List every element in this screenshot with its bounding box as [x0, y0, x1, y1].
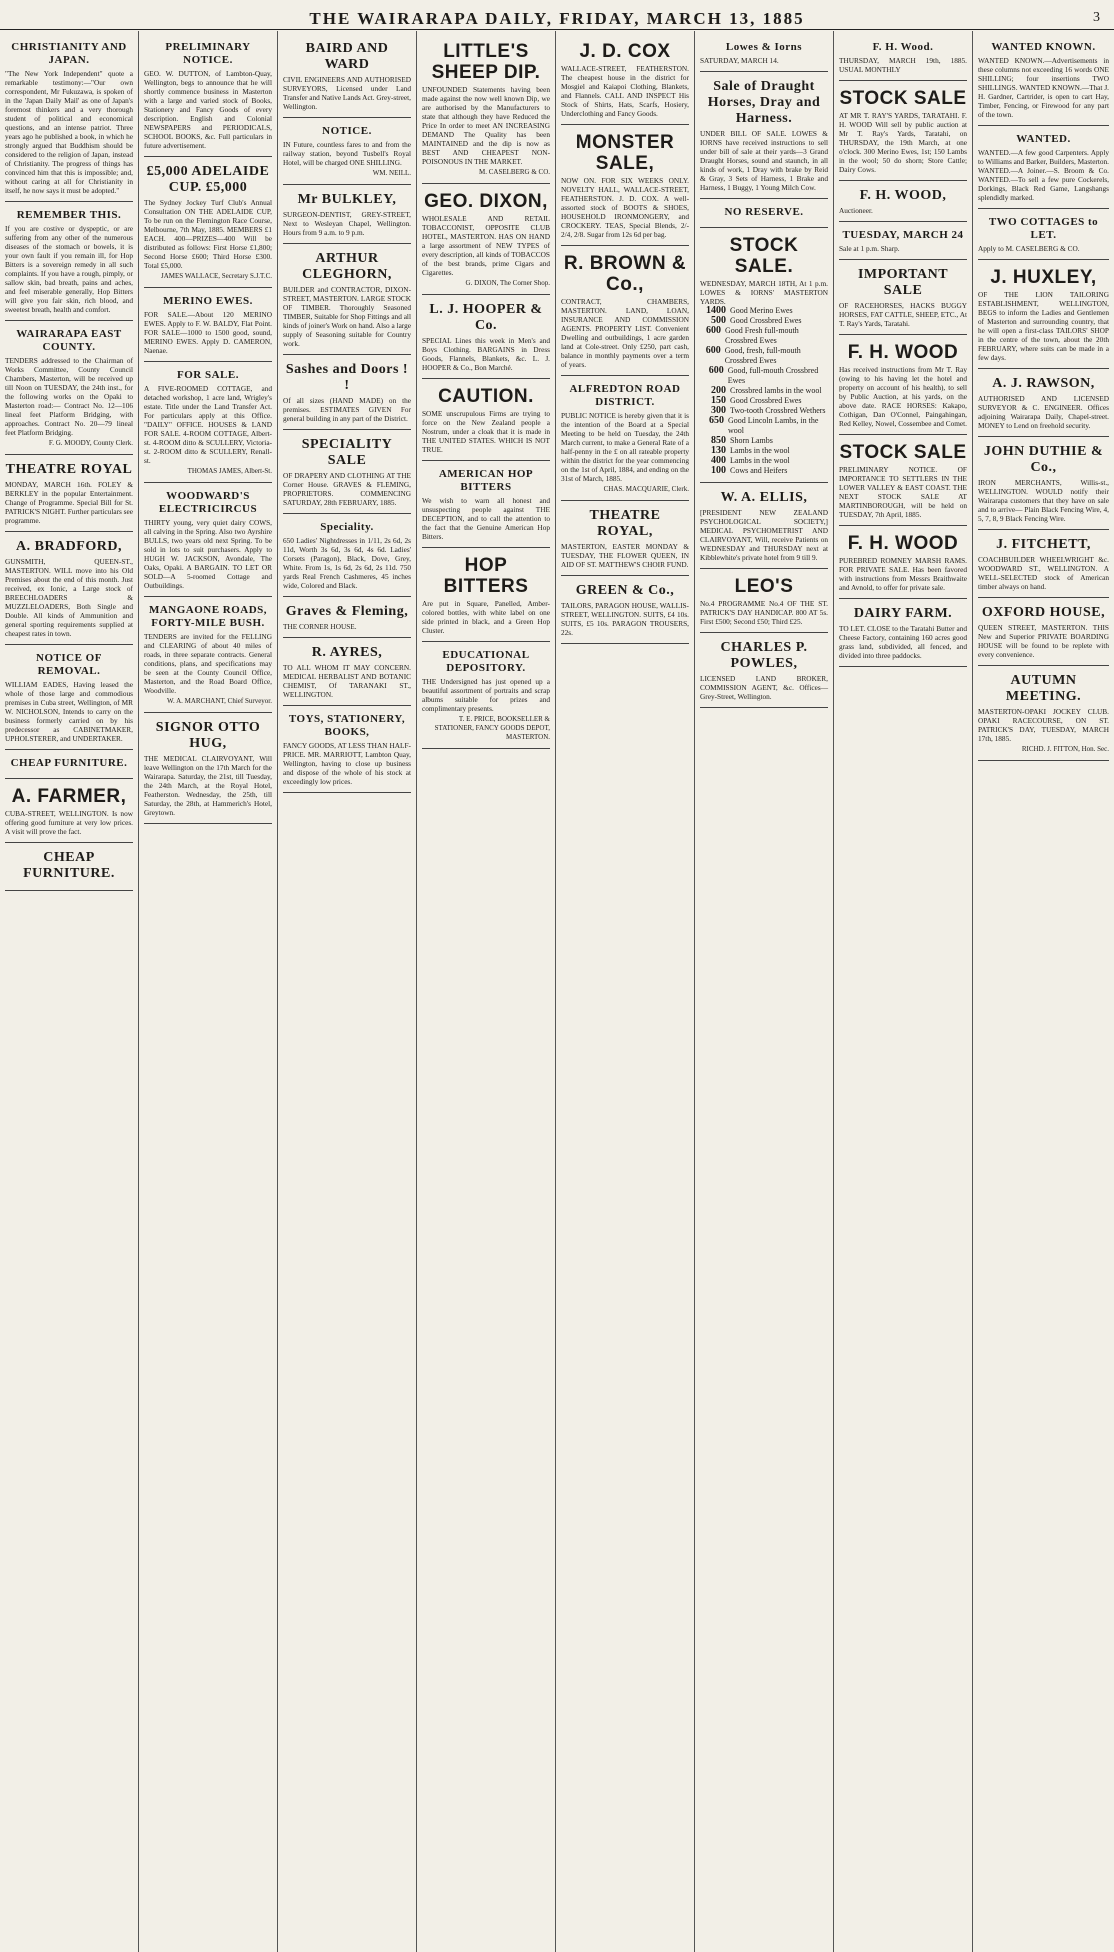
stock-line	[700, 366, 828, 386]
ad-heading: L. J. HOOPER & Co.	[429, 302, 543, 333]
ad-heading: PRELIMINARY NOTICE.	[165, 41, 251, 66]
ad-heading: STOCK SALE	[839, 442, 967, 463]
ad-heading: ALFREDTON ROAD DISTRICT.	[569, 383, 681, 408]
stock-quantity: 600	[705, 345, 721, 356]
stock-quantity: 130	[711, 445, 726, 456]
stock-description: Shorn Lambs	[730, 436, 773, 445]
stock-line	[700, 326, 828, 346]
advertisement	[5, 532, 133, 645]
advertisement	[5, 321, 133, 455]
ad-body: SPECIAL Lines this week in Men's and Boys Clothing. BARGAINS in Dress Goods, Flannels, Blankets, &c. L. J. HOOPER & Co., Bon Marché.	[422, 336, 550, 372]
ad-heading: NOTICE OF REMOVAL.	[36, 652, 102, 677]
advertisement	[144, 34, 272, 157]
ad-body: "The New York Independent" quote a remarkable testimony:—"Our own correspondent, Mr Fukuzawa, is spoken of in the 'Japan Daily Mail' as one of Japan's foremost thinkers and a very thorough student of political and economical questions, and an intense patriot. Three years ago he published a book, in which he strongly argued that Buddhism should be considered to the religion of Japan, instead of Christianity. The progress of things has convinced him that this is impossible; and, without caring at all for Christianity in itself, he now says it must be adopted."	[5, 69, 133, 195]
advertisement	[561, 246, 689, 376]
ad-body: OF RACEHORSES, HACKS BUGGY HORSES, FAT CATTLE, SHEEP, ETC., At T. Ray's Yards, Taratahi.	[839, 301, 967, 328]
advertisement	[561, 501, 689, 576]
ad-heading: STOCK SALE	[839, 88, 967, 109]
stock-description: Good Crossbred Ewes	[730, 396, 802, 405]
ad-body: 650 Ladies' Nightdresses in 1/11, 2s 6d, 2s 11d, Worth 3s 6d, 3s 6d, 4s 6d. Ladies' Corsets (Paragon), Black, Dove, Grey, White. From 1s, 1s 6d, 2s 6d, 2s 11d. 750 yards Real French Cashmeres, 45 inches wide, Colored and Black.	[283, 536, 411, 590]
ad-body: No.4 PROGRAMME No.4 OF THE ST. PATRICK'S DAY HANDICAP. 800 AT 5s. First £500; Second £50; Third £25.	[700, 599, 828, 626]
ad-heading: THEATRE ROYAL,	[589, 508, 661, 539]
ad-signature: G. DIXON, The Corner Shop.	[465, 279, 550, 287]
column-4	[417, 31, 556, 1952]
ad-heading: REMEMBER THIS.	[16, 209, 122, 221]
ad-body: MASTERTON, EASTER MONDAY & TUESDAY, THE FLOWER QUEEN, IN AID OF ST. MATTHEW'S CHOIR FUND.	[561, 542, 689, 569]
advertisement	[978, 530, 1109, 598]
advertisement	[561, 125, 689, 246]
ad-body: WANTED KNOWN.—Advertisements in these columns not exceeding 16 words ONE SHILLING; four insertions TWO SHILLINGS. WANTED KNOWN.—That J. H. Gardner, Cartrider, is open to cart Hay, Timber, Fencing, or Firewood for any part of the town.	[978, 56, 1109, 119]
ad-heading: TOYS, STATIONERY, BOOKS,	[288, 713, 406, 738]
advertisement	[839, 260, 967, 335]
advertisement	[700, 34, 828, 72]
stock-line	[700, 416, 828, 436]
ad-body: THIRTY young, very quiet dairy COWS, all calving in the Spring. Also two Ayrshire BULLS, two years old next Spring. To be sold in lots to suit purchasers. Apply to HUGH W. JACKSON, Avondale, The Oaks, Opaki. A BARGAIN. TO LET OR SOLD—A 5-roomed Cottage and Outbuildings.	[144, 518, 272, 590]
column-3	[278, 31, 417, 1952]
ad-heading: SIGNOR OTTO HUG,	[155, 720, 261, 751]
ad-body: TO ALL WHOM IT MAY CONCERN. MEDICAL HERBALIST AND BOTANIC CHEMIST, Of TARANAKI ST., WELLINGTON.	[283, 663, 411, 699]
ad-signature: M. CASELBERG & CO.	[479, 168, 550, 176]
advertisement	[700, 228, 828, 483]
ad-heading: A. FARMER,	[11, 786, 127, 807]
ad-body: THE CORNER HOUSE.	[283, 622, 357, 631]
advertisement	[978, 598, 1109, 666]
ad-heading: SPECIALITY SALE	[301, 437, 393, 468]
stock-description: Good Lincoln Lambs, in the wool	[727, 416, 819, 435]
ad-body: AT MR T. RAY'S YARDS, TARATAHI. F. H. WOOD Will sell by public auction at Mr T. Ray's Yards, Taratahi, on THURSDAY, the 19th March, at one o'clock. 300 Merino Ewes, 1st; 150 Lambs in the wool; 50 do shorn; Store Cattle; Dairy Cows.	[839, 111, 967, 174]
ad-heading: £5,000 ADELAIDE CUP. £5,000	[146, 164, 270, 195]
ad-signature: THOMAS JAMES, Albert-St.	[187, 467, 272, 475]
ad-body: WALLACE-STREET, FEATHERSTON. The cheapest house in the district for Mosgiel and Kaiapoi Clothing, Blankets, and Flannels. CALL AND INSPECT His Stock of Shirts, Hats, Scarfs, Hosiery, Underclothing and Fancy Goods.	[561, 64, 689, 118]
ad-body: UNDER BILL OF SALE. LOWES & IORNS have received instructions to sell under bill of sale at their yards—3 Grand Draught Horses, sound and staunch, in all kinds of work, 1 Dray with brake by Reid & Gray, 3 Sets of Harness, 1 Brake and Harness, 1 Buggy, 1 Young Milch Cow.	[700, 129, 828, 192]
advertisement	[283, 430, 411, 514]
ad-body: TO LET. CLOSE to the Taratahi Butter and Cheese Factory, containing 160 acres good grass land, subdivided, all fenced, and divided into three paddocks.	[839, 624, 967, 660]
column-grid	[0, 31, 1114, 1952]
advertisement	[700, 483, 828, 569]
stock-description: Cows and Heifers	[730, 466, 788, 475]
advertisement	[144, 713, 272, 824]
ad-body: Sale at 1 p.m. Sharp.	[839, 244, 900, 253]
ad-heading: Graves & Fleming,	[285, 604, 409, 619]
ad-body: CUBA-STREET, WELLINGTON. Is now offering good furniture at very low prices. A visit will prove the fact.	[5, 809, 133, 836]
advertisement	[700, 633, 828, 708]
ad-heading: THEATRE ROYAL	[5, 462, 133, 477]
ad-body: IRON MERCHANTS, Willis-st., WELLINGTON. WOULD notify their Wairarapa customers that they have on sale and to arrive— Plain Black Fencing Wire, 4, 5, 7, 8, 9 Black Fencing Wire.	[978, 478, 1109, 523]
ad-heading: F. H. WOOD,	[859, 188, 947, 203]
ad-heading: J. HUXLEY,	[990, 267, 1097, 288]
ad-body: WEDNESDAY, MARCH 18TH, At 1 p.m. LOWES & IORNS' MASTERTON YARDS.	[700, 279, 828, 306]
advertisement	[839, 81, 967, 181]
stock-quantity: 1400	[706, 305, 726, 316]
ad-heading: W. A. ELLIS,	[720, 490, 808, 505]
ad-heading: F. H. Wood.	[872, 41, 934, 53]
advertisement	[144, 157, 272, 288]
ad-signature: RICHD. J. FITTON, Hon. Sec.	[1021, 745, 1109, 753]
ad-body: SURGEON-DENTIST, GREY-STREET, Next to Wesleyan Chapel, Wellington. Hours from 9 a.m. to 9 p.m.	[283, 210, 411, 237]
advertisement	[283, 514, 411, 597]
stock-quantity: 500	[711, 315, 726, 326]
advertisement	[283, 118, 411, 185]
advertisement	[839, 335, 967, 435]
stock-quantity: 400	[711, 455, 726, 466]
ad-signature: F. G. MOODY, County Clerk.	[48, 439, 133, 447]
ad-signature: WM. NEILL.	[372, 169, 411, 177]
advertisement	[144, 362, 272, 483]
stock-quantity: 850	[711, 435, 726, 446]
ad-heading: WAIRARAPA EAST COUNTY.	[16, 328, 122, 353]
advertisement	[5, 645, 133, 750]
advertisement	[839, 34, 967, 81]
stock-quantity: 600	[708, 365, 724, 376]
ad-body: MONDAY, MARCH 16th. FOLEY & BERKLEY in the popular Entertainment. Change of Programme. Special Bill for St. PATRICK'S NIGHT. Further particulars see programme.	[5, 480, 133, 525]
ad-heading: LEO'S	[734, 576, 794, 597]
column-6	[695, 31, 834, 1952]
page-number: 3	[1093, 10, 1100, 25]
stock-description: Good, fresh, full-mouth Crossbred Ewes	[724, 346, 801, 365]
ad-heading: Sale of Draught Horses, Dray and Harness.	[707, 79, 821, 126]
ad-body: We wish to warn all honest and unsuspecting people against THE DECEPTION, and to call the attention to the fact that the Genuine American Hop Bitters.	[422, 496, 550, 541]
column-2	[139, 31, 278, 1952]
advertisement	[422, 295, 550, 379]
ad-body: If you are costive or dyspeptic, or are suffering from any other of the numerous diseases of the stomach or bowels, it is your own fault if you remain ill, for Hop Bitters is a sovereign remedy in all such complaints. If you have a rough, pimply, or sallow skin, bad breath, pains and aches, and feel miserable generally, Hop Bitters will give you fair skin, rich blood, and sweetest breath, health and comfort.	[5, 224, 133, 314]
advertisement	[144, 288, 272, 362]
ad-heading: AMERICAN HOP BITTERS	[438, 468, 534, 493]
advertisement	[5, 750, 133, 779]
ad-heading: CHRISTIANITY AND JAPAN.	[11, 41, 127, 66]
ad-heading: R. BROWN & Co.,	[563, 253, 687, 295]
ad-heading: MERINO EWES.	[163, 295, 253, 307]
ad-body: OF THE LION TAILORING ESTABLISHMENT, WELLINGTON, BEGS to inform the Ladies and Gentlemen of Masterton and surrounding country, that he will open a first-class TAILORS' SHOP in the centre of the town, about the 20th FEBRUARY, where suits can be made in a few days.	[978, 290, 1109, 362]
advertisement	[422, 34, 550, 184]
advertisement	[5, 34, 133, 202]
masthead	[0, 0, 1114, 30]
ad-body: SATURDAY, MARCH 14.	[700, 56, 779, 65]
ad-heading: Mr BULKLEY,	[297, 192, 397, 207]
advertisement	[422, 379, 550, 461]
ad-signature: W. A. MARCHANT, Chief Surveyor.	[167, 697, 272, 705]
ad-body: TAILORS, PARAGON HOUSE, WALLIS-STREET, WELLINGTON. SUITS, £4 10s. SUITS, £5 10s. PARAGON TROUSERS, 22s.	[561, 601, 689, 637]
ad-body: WHOLESALE AND RETAIL TOBACCONIST, OPPOSITE CLUB HOTEL, MASTERTON. HAS ON HAND a large assortment of NEW TYPES of every description, all kinds of TOBACCOS of the best brands, prime Cigars and Cigarettes.	[422, 214, 550, 277]
column-5	[556, 31, 695, 1952]
advertisement	[283, 355, 411, 430]
advertisement	[978, 126, 1109, 209]
advertisement	[839, 435, 967, 526]
ad-heading: Speciality.	[320, 521, 374, 533]
ad-body: NOW ON. FOR SIX WEEKS ONLY. NOVELTY HALL, WALLACE-STREET, FEATHERSTON. J. D. COX. A well-assorted stock of BOOTS & SHOES, HOUSEHOLD IRONMONGERY, and CROCKERY. TEAS, Special Blends, 2/- 2/4, 2/8. Sugar from 12s 6d per bag.	[561, 176, 689, 239]
advertisement	[144, 597, 272, 713]
ad-heading: WANTED.	[1016, 133, 1071, 145]
advertisement	[5, 455, 133, 532]
ad-heading: NOTICE.	[322, 125, 372, 137]
ad-body: Apply to M. CASELBERG & CO.	[978, 244, 1080, 253]
ad-body: CONTRACT, CHAMBERS, MASTERTON. LAND, LOAN, INSURANCE AND COMMISSION AGENTS. PROPERTY LIST. Convenient Dwelling and outbuildings, 1 acre garden land at Cole-street. Only £250, part cash, balance in monthly payments over a term of years.	[561, 297, 689, 369]
ad-heading: F. H. WOOD	[847, 342, 959, 363]
ad-body: FOR SALE.—About 120 MERINO EWES. Apply to F. W. BALDY, Flat Point. FOR SALE—1000 to 1500 good, sound, MERINO EWES. Apply D. CAMERON, Naenae.	[144, 310, 272, 355]
ad-signature: CHAS. MACQUARIE, Clerk.	[603, 485, 689, 493]
ad-body: BUILDER and CONTRACTOR, DIXON-STREET, MASTERTON. LARGE STOCK OF TIMBER. Thoroughly Seasoned TIMBER, Suitable for Shop Fittings and all kinds of joiner's Work on hand. Also a large supply of Seasoning suitable for Country work.	[283, 285, 411, 348]
advertisement	[5, 843, 133, 891]
ad-heading: CHARLES P. POWLES,	[720, 640, 808, 671]
advertisement	[700, 199, 828, 228]
ad-heading: BAIRD AND WARD	[305, 41, 389, 72]
advertisement	[561, 376, 689, 501]
advertisement	[422, 184, 550, 295]
ad-body: GUNSMITH, QUEEN-ST., MASTERTON. WILL move into his Old Premises about the end of this month. Just received, ex Ionic, a Large stock of BREECHLOADERS & MUZZLELOADERS, Both Single and Double. All kinds of Ammunition and general sporting requirements supplied at cheapest rates in town.	[5, 557, 133, 638]
ad-body: THE Undersigned has just opened up a beautiful assortment of portraits and scrap albums suitable for prizes and complimentary presents.	[422, 677, 550, 713]
ad-heading: TUESDAY, MARCH 24	[842, 229, 964, 241]
advertisement	[422, 548, 550, 642]
ad-heading: GREEN & Co.,	[575, 583, 675, 598]
stock-description: Lambs in the wool	[730, 456, 790, 465]
ad-body: THURSDAY, MARCH 19th, 1885. USUAL MONTHLY	[839, 56, 967, 74]
advertisement	[283, 706, 411, 793]
advertisement	[978, 34, 1109, 126]
ad-body: WILLIAM EADES, Having leased the whole of those large and commodious premises in Cuba street, Wellington, of MR W. NICHOLSON, Intends to carry on the business formerly carried on by his predecessor as CABINETMAKER, UPHOLSTERER, and UNDERTAKER.	[5, 680, 133, 743]
ad-body: GEO. W. DUTTON, of Lambton-Quay, Wellington, begs to announce that he will shortly commence business in Masterton with a large and varied stock of Books, Stationery and Fancy Goods of every description. English and Colonial NEWSPAPERS and PERIODICALS, SCHOOL BOOKS, &c. Full particulars in future advertisement.	[144, 69, 272, 150]
advertisement	[561, 576, 689, 644]
ad-body: PUREBRED ROMNEY MARSH RAMS. FOR PRIVATE SALE. Has been favored with instructions from Messrs Braithwaite and Avnold, to offer for private sale.	[839, 556, 967, 592]
advertisement	[978, 260, 1109, 369]
ad-heading: JOHN DUTHIE & Co.,	[983, 444, 1104, 475]
ad-body: Of all sizes (HAND MADE) on the premises. ESTIMATES GIVEN For general building in any part of the District.	[283, 396, 411, 423]
advertisement	[422, 642, 550, 749]
ad-heading: J. FITCHETT,	[996, 537, 1091, 552]
advertisement	[283, 34, 411, 118]
ad-heading: OXFORD HOUSE,	[981, 605, 1106, 620]
advertisement	[978, 437, 1109, 530]
ad-body: TENDERS are invited for the FELLING and CLEARING of about 40 miles of roads, in three separate contracts. General conditions, plans, and specifications may be seen at the County Council Office, Masterton, and the Road Board Office, Woodville.	[144, 632, 272, 695]
ad-heading: MANGAONE ROADS, FORTY-MILE BUSH.	[148, 604, 268, 629]
ad-body: CIVIL ENGINEERS AND AUTHORISED SURVEYORS, Licensed under Land Transfer and Native Lands Act. Grey-street, Wellington.	[283, 75, 411, 111]
ad-body: A FIVE-ROOMED COTTAGE, and detached workshop, 1 acre land, Wrigley's estate. Title under the Land Transfer Act. For particulars apply at this Office. "DAILY" OFFICE. HOUSES & LAND FOR SALE. 4-ROOM COTTAGE, Albert-st. 4-ROOM ditto & SCULLERY, Victoria-st. 2-ROOM ditto & SCULLERY, Renall-st.	[144, 384, 272, 465]
ad-body: WANTED.—A few good Carpenters. Apply to Williams and Barker, Builders, Masterton. WANTED.—A Joiner.—S. Broom & Co. WANTED.—To sell a few pure Cockerels, Dorkings, Black Red Game, Langshangs splendidly marked.	[978, 148, 1110, 202]
ad-heading: CHEAP FURNITURE.	[10, 757, 128, 769]
ad-heading: J. D. COX	[579, 41, 671, 62]
ad-heading: FOR SALE.	[177, 369, 239, 381]
ad-heading: A. J. RAWSON,	[992, 376, 1095, 391]
stock-line	[700, 466, 828, 476]
ad-signature: T. E. PRICE, BOOKSELLER & STATIONER, FANCY GOODS DEPOT, MASTERTON.	[434, 715, 550, 741]
stock-description: Good Crossbred Ewes	[730, 316, 802, 325]
advertisement	[5, 202, 133, 321]
ad-heading: A. BRADFORD,	[16, 539, 122, 554]
ad-heading: MONSTER SALE,	[575, 132, 675, 174]
advertisement	[283, 597, 411, 638]
advertisement	[700, 72, 828, 199]
ad-body: OF DRAPERY AND CLOTHING AT THE Corner House. GRAVES & FLEMING, PROPRIETORS. COMMENCING SATURDAY, 28th FEBRUARY, 1885.	[283, 471, 411, 507]
stock-quantity: 200	[711, 385, 726, 396]
ad-heading: TWO COTTAGES to LET.	[988, 216, 1099, 241]
ad-body: SOME unscrupulous Firms are trying to force on the New Zealand people a Nostrum, under a cloak that it is made in THE UNITED STATES. WHICH IS NOT TRUE.	[422, 409, 550, 454]
stock-description: Lambs in the wool	[730, 446, 790, 455]
ad-body: AUTHORISED AND LICENSED SURVEYOR & C. ENGINEER. Offices adjoining Wairarapa Daily, Chapel-street. MONEY to Lend on freehold security.	[978, 394, 1109, 430]
ad-heading: CAUTION.	[438, 386, 534, 407]
advertisement	[5, 779, 133, 843]
ad-body: IN Future, countless fares to and from the railway station, beyond Tusbell's Royal Hotel, will be charged ONE SHILLING.	[283, 140, 411, 167]
column-8	[973, 31, 1114, 1952]
ad-body: Has received instructions from Mr T. Ray (owing to his having let the hotel and property on account of his health), to sell by Public Auction, at his yards, on the above date. RACE HORSES: Kakapo, Cothigan, Dan O'Connel, Paingahingan, Red Kelley, Nowel, Cossembee and Comet.	[839, 365, 968, 428]
stock-description: Good Fresh full-mouth Crossbred Ewes	[725, 326, 799, 345]
ad-body: [PRESIDENT NEW ZEALAND PSYCHOLOGICAL SOCIETY,] MEDICAL PSYCHOMETRIST AND CLAIRVOYANT, Will, receive Patients on WEDNESDAY and THURSDAY next at Kibblewhite's private hotel from 9 till 9.	[700, 508, 828, 562]
advertisement	[144, 483, 272, 597]
ad-heading: CHEAP FURNITURE.	[23, 850, 115, 881]
stock-line	[700, 346, 828, 366]
ad-body: FANCY GOODS, AT LESS THAN HALF-PRICE. MR. MARRIOTT, Lambton Quay, Wellington, having to close up business and dispose of the whole of his stock at exceedingly low prices.	[283, 741, 411, 786]
ad-heading: R. AYRES,	[311, 645, 383, 660]
ad-body: Auctioneer.	[839, 206, 873, 215]
stock-quantity: 600	[706, 325, 721, 336]
advertisement	[978, 209, 1109, 260]
ad-signature: JAMES WALLACE, Secretary S.J.T.C.	[161, 272, 272, 280]
ad-body: QUEEN STREET, MASTERTON. THIS New and Superior PRIVATE BOARDING HOUSE will be found to be replete with every convenience.	[978, 623, 1109, 659]
stock-description: Good, full-mouth Crossbred Ewes	[727, 366, 819, 385]
ad-heading: EDUCATIONAL DEPOSITORY.	[442, 649, 530, 674]
ad-heading: GEO. DIXON,	[424, 191, 548, 212]
ad-heading: Sashes and Doors ! !	[285, 362, 409, 393]
ad-heading: NO RESERVE.	[724, 206, 804, 218]
ad-heading: AUTUMN MEETING.	[1005, 673, 1082, 704]
advertisement	[978, 369, 1109, 437]
ad-heading: LITTLE'S SHEEP DIP.	[431, 41, 541, 83]
advertisement	[839, 222, 967, 260]
ad-body: LICENSED LAND BROKER, COMMISSION AGENT, &c. Offices—Grey-Street, Wellington.	[700, 674, 828, 701]
stock-quantity: 100	[711, 465, 726, 476]
ad-body: THE MEDICAL CLAIRVOYANT, Will leave Wellington on the 17th March for the Wairarapa. Saturday, the 21st, till Tuesday, the 24th March, at the Royal Hotel, Featherston. Wednesday, the 25th, till Saturday, the 28th, at Hammerich's Hotel, Greytown.	[144, 754, 272, 817]
ad-body: COACHBUILDER WHEELWRIGHT &c. WOODWARD ST., WELLINGTON. A WELL-SELECTED stock of American timber always on hand.	[978, 555, 1109, 591]
ad-body: MASTERTON-OPAKI JOCKEY CLUB. OPAKI RACECOURSE, ON ST. PATRICK'S DAY, TUESDAY, MARCH 17th, 1885.	[978, 707, 1109, 743]
ad-body: UNFOUNDED Statements having been made against the now well known Dip, we are authorised by the Manufacturers to state that although they have Reduced the Price In order to meet AN INCREASING DEMAND The Quality has been MAINTAINED and the dip is now as BEST AND CHEAPEST NON-POISONOUS IN THE MARKET.	[422, 85, 550, 166]
ad-heading: WOODWARD'S ELECTRICIRCUS	[158, 490, 258, 515]
column-7	[834, 31, 973, 1952]
stock-description: Two-tooth Crossbred Wethers	[730, 406, 826, 415]
ad-heading: IMPORTANT SALE	[857, 267, 949, 298]
ad-body: PRELIMINARY NOTICE. OF IMPORTANCE TO SETTLERS IN THE LOWER VALLEY & EAST COAST. THE NEXT STOCK SALE AT MARTINBOROUGH, will be held on TUESDAY, 7th April, 1885.	[839, 465, 967, 519]
ad-heading: DAIRY FARM.	[853, 606, 953, 621]
advertisement	[561, 34, 689, 125]
ad-body: Are put in Square, Panelled, Amber-colored bottles, with white label on one side printed in black, and a Green Hop Cluster.	[422, 599, 550, 635]
masthead-title: THE WAIRARAPA DAILY, FRIDAY, MARCH 13, 1885	[309, 9, 805, 28]
stock-description: Crossbred lambs in the wool	[730, 386, 822, 395]
stock-quantity: 650	[708, 415, 724, 426]
stock-quantity: 150	[711, 395, 726, 406]
column-1	[0, 31, 139, 1952]
ad-heading: F. H. WOOD	[847, 533, 959, 554]
advertisement	[700, 569, 828, 633]
advertisement	[283, 244, 411, 355]
ad-body: PUBLIC NOTICE is hereby given that it is the intention of the Board at a Special Meeting to be held on Tuesday, the 24th March current, to make a General Rate of a half-penny in the £ on all rateable property within the district for the year commencing on the 1st of April, 1884, and ending on the 31st of March, 1885.	[561, 411, 689, 483]
advertisement	[978, 666, 1109, 761]
advertisement	[283, 185, 411, 244]
stock-description: Good Merino Ewes	[730, 306, 793, 315]
ad-heading: HOP BITTERS	[443, 555, 529, 597]
advertisement	[839, 181, 967, 222]
advertisement	[422, 461, 550, 548]
ad-heading: Lowes & Iorns	[725, 41, 803, 53]
advertisement	[839, 599, 967, 667]
advertisement	[283, 638, 411, 706]
ad-heading: STOCK SALE.	[729, 235, 799, 277]
ad-body: TENDERS addressed to the Chairman of Works Committee, County Council Chambers, Masterton, will be received up till Noon on TUESDAY, the 24th inst., for the following works on the Opaki to Masterton road:— Contract No. 12—106 lineal feet Platform Bridging, with approaches. Contract No. 20—79 lineal feet Platform Bridging.	[5, 356, 133, 437]
ad-heading: WANTED KNOWN.	[991, 41, 1096, 53]
ad-heading: ARTHUR CLEGHORN,	[302, 251, 392, 282]
advertisement	[839, 526, 967, 599]
ad-body: The Sydney Jockey Turf Club's Annual Consultation ON THE ADELAIDE CUP, To be run on the Flemington Race Course, Melbourne, 7th May, 1885. MEMBERS £1 EACH. 400—PRIZES—400 Will be distributed as follows: First Horse £1,800; Second Horse £600; Third Horse £300. Total £5,000.	[144, 198, 272, 270]
stock-quantity: 300	[711, 405, 726, 416]
